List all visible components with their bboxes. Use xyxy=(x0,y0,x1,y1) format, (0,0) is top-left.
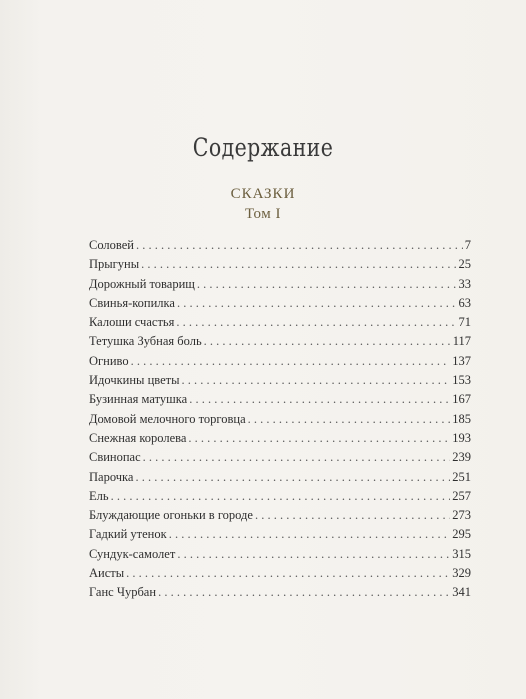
toc-entry-title: Свинья-копилка xyxy=(89,295,175,310)
toc-entry xyxy=(89,545,471,564)
toc-entry xyxy=(89,487,471,506)
toc-dot-leader xyxy=(255,506,450,525)
toc-entry-title: Огниво xyxy=(89,353,129,368)
toc-entry-page-number: 33 xyxy=(458,276,471,291)
toc-entry-page-number: 25 xyxy=(458,257,471,272)
toc-entry xyxy=(89,410,471,429)
toc-entry-title: Соловей xyxy=(89,238,134,252)
toc-dot-leader xyxy=(158,583,450,602)
toc-entry-title: Снежная королева xyxy=(89,430,187,445)
toc-entry-title: Свинопас xyxy=(89,450,141,465)
toc-entry-title: Тетушка Зубная боль xyxy=(89,334,202,349)
toc-entry-page-number: 71 xyxy=(458,315,471,330)
toc-entry xyxy=(89,429,471,448)
toc-entry-page-number: 117 xyxy=(452,334,471,349)
toc-dot-leader xyxy=(131,352,451,371)
toc-entry-title: Блуждающие огоньки в городе xyxy=(89,508,253,523)
toc-dot-leader xyxy=(111,487,451,506)
toc-entry-page-number: 167 xyxy=(452,392,471,407)
toc-entry-title: Бузинная матушка xyxy=(89,392,188,407)
toc-entry xyxy=(89,236,471,255)
toc-entry-title: Ель xyxy=(89,488,109,503)
toc-entry-page-number: 273 xyxy=(452,508,471,523)
toc-entry-page-number: 295 xyxy=(452,527,471,542)
toc-dot-leader xyxy=(189,390,450,409)
toc-entry-title: Калоши счастья xyxy=(89,315,175,330)
toc-dot-leader xyxy=(141,255,456,274)
toc-entry-page-number: 63 xyxy=(458,295,471,310)
toc-entry xyxy=(89,525,471,544)
toc-entry xyxy=(89,390,471,409)
toc-entry xyxy=(89,275,471,294)
toc-entry-page-number: 7 xyxy=(464,238,471,252)
toc-dot-leader xyxy=(143,448,451,467)
toc-entry-page-number: 329 xyxy=(452,566,471,581)
toc-entry xyxy=(89,371,471,390)
toc-entry-title: Домовой мелочного торговца xyxy=(89,411,246,426)
toc-entry xyxy=(89,468,471,487)
toc-dot-leader xyxy=(182,371,451,390)
table-of-contents xyxy=(89,236,471,603)
toc-entry-page-number: 153 xyxy=(452,373,471,388)
toc-dot-leader xyxy=(176,313,456,332)
toc-entry-title: Идочкины цветы xyxy=(89,373,180,388)
page-title: Содержание xyxy=(192,133,334,162)
toc-entry xyxy=(89,313,471,332)
toc-entry-page-number: 193 xyxy=(452,430,471,445)
toc-entry xyxy=(89,564,471,583)
toc-entry-title: Ганс Чурбан xyxy=(89,585,157,600)
toc-entry-page-number: 239 xyxy=(452,450,471,465)
toc-dot-leader xyxy=(177,294,457,313)
toc-entry-page-number: 185 xyxy=(452,411,471,426)
toc-entry xyxy=(89,448,471,467)
toc-entry-title: Прыгуны xyxy=(89,257,140,272)
toc-entry-page-number: 257 xyxy=(452,488,471,503)
toc-dot-leader xyxy=(204,332,451,351)
toc-dot-leader xyxy=(248,410,451,429)
toc-entry xyxy=(89,255,471,274)
toc-entry xyxy=(89,352,471,371)
toc-dot-leader xyxy=(136,236,463,255)
toc-entry-title: Дорожный товарищ xyxy=(89,276,195,291)
toc-entry-page-number: 341 xyxy=(452,585,471,600)
toc-entry-title: Аисты xyxy=(89,566,125,581)
toc-dot-leader xyxy=(169,525,451,544)
toc-entry-page-number: 137 xyxy=(452,353,471,368)
toc-entry xyxy=(89,583,471,602)
toc-entry-title: Парочка xyxy=(89,469,134,484)
toc-entry-page-number: 315 xyxy=(452,546,471,561)
toc-entry xyxy=(89,506,471,525)
toc-dot-leader xyxy=(135,468,450,487)
volume-heading: Том I xyxy=(245,206,281,222)
toc-dot-leader xyxy=(188,429,450,448)
toc-entry-title: Сундук-самолет xyxy=(89,546,176,561)
toc-entry-page-number: 251 xyxy=(452,469,471,484)
toc-dot-leader xyxy=(126,564,450,583)
toc-dot-leader xyxy=(177,545,450,564)
toc-entry-title: Гадкий утенок xyxy=(89,527,167,542)
section-heading: СКАЗКИ xyxy=(230,186,296,202)
toc-dot-leader xyxy=(197,275,457,294)
toc-entry xyxy=(89,294,471,313)
toc-entry xyxy=(89,332,471,351)
